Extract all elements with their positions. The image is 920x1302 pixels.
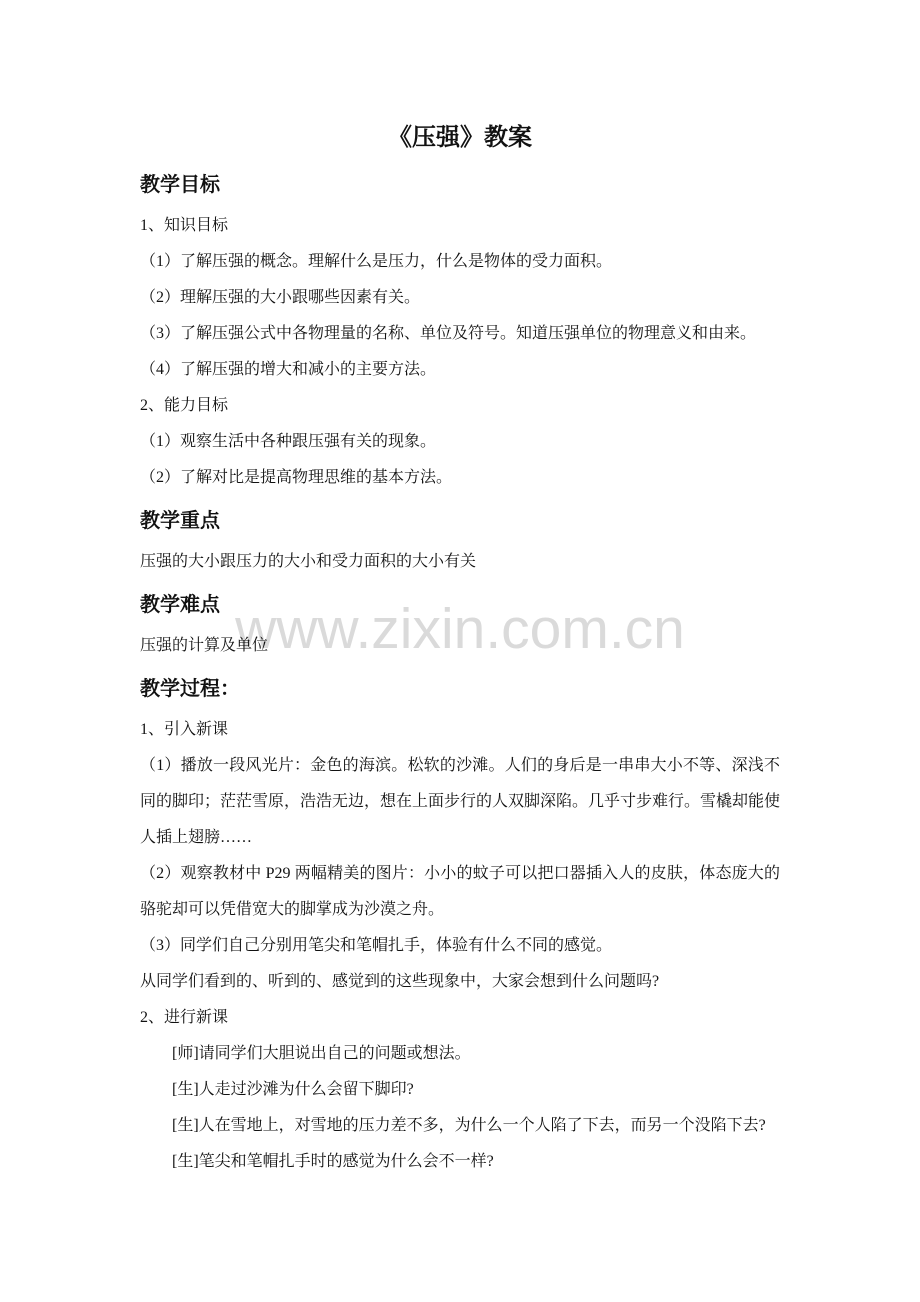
subsection-label-new-lesson: 2、进行新课 xyxy=(140,1009,229,1026)
subsection-label-ability: 2、能力目标 xyxy=(140,397,229,414)
list-item: （2）了解对比是提高物理思维的基本方法。 xyxy=(140,469,453,486)
list-item: （1）了解压强的概念。理解什么是压力，什么是物体的受力面积。 xyxy=(140,253,613,270)
document-body xyxy=(140,114,780,1180)
dialogue-line: [生]人在雪地上，对雪地的压力差不多，为什么一个人陷了下去，而另一个没陷下去? xyxy=(172,1117,766,1134)
paragraph-line: 人插上翅膀…… xyxy=(140,829,253,846)
list-item: （4）了解压强的增大和减小的主要方法。 xyxy=(140,361,437,378)
section-difficulties xyxy=(140,580,780,664)
paragraph-line: （1）播放一段风光片：金色的海滨。松软的沙滩。人们的身后是一串串大小不等、深浅不 xyxy=(140,757,780,774)
paragraph-line: 同的脚印；茫茫雪原，浩浩无边，想在上面步行的人双脚深陷。几乎寸步难行。雪橇却能使 xyxy=(140,793,781,810)
dialogue-line: [生]人走过沙滩为什么会留下脚印? xyxy=(172,1081,414,1098)
paragraph-intro-2 xyxy=(140,856,780,928)
dialogue-line: [师]请同学们大胆说出自己的问题或想法。 xyxy=(172,1045,471,1062)
paragraph-line: （3）同学们自己分别用笔尖和笔帽扎手，体验有什么不同的感觉。 xyxy=(140,937,613,954)
key-points-text: 压强的大小跟压力的大小和受力面积的大小有关 xyxy=(140,553,477,570)
paragraph-line: 骆驼却可以凭借宽大的脚掌成为沙漠之舟。 xyxy=(140,901,445,918)
watermark: www.zixin.com.cn xyxy=(235,597,685,661)
section-objectives xyxy=(140,160,780,496)
intro-question: 从同学们看到的、听到的、感觉到的这些现象中，大家会想到什么问题吗? xyxy=(140,973,660,990)
difficulties-text: 压强的计算及单位 xyxy=(140,637,269,654)
section-heading-key-points: 教学重点 xyxy=(140,508,220,532)
paragraph-intro-1 xyxy=(140,748,780,856)
list-item: （2）理解压强的大小跟哪些因素有关。 xyxy=(140,289,421,306)
document-title: 《压强》教案 xyxy=(388,123,532,151)
paragraph-line: （2）观察教材中 P29 两幅精美的图片：小小的蚊子可以把口器插入人的皮肤，体态庞大的 xyxy=(140,865,780,882)
section-process xyxy=(140,664,780,1180)
section-heading-difficulties: 教学难点 xyxy=(140,592,220,616)
paragraph-intro-3 xyxy=(140,928,780,964)
list-item: （3）了解压强公式中各物理量的名称、单位及符号。知道压强单位的物理意义和由来。 xyxy=(140,325,757,342)
subsection-label-intro: 1、引入新课 xyxy=(140,721,229,738)
dialogue-line: [生]笔尖和笔帽扎手时的感觉为什么会不一样? xyxy=(172,1153,494,1170)
subsection-label-knowledge: 1、知识目标 xyxy=(140,217,229,234)
section-key-points xyxy=(140,496,780,580)
list-item: （1）观察生活中各种跟压强有关的现象。 xyxy=(140,433,437,450)
section-heading-process: 教学过程： xyxy=(140,676,240,700)
section-heading-objectives: 教学目标 xyxy=(140,172,220,196)
